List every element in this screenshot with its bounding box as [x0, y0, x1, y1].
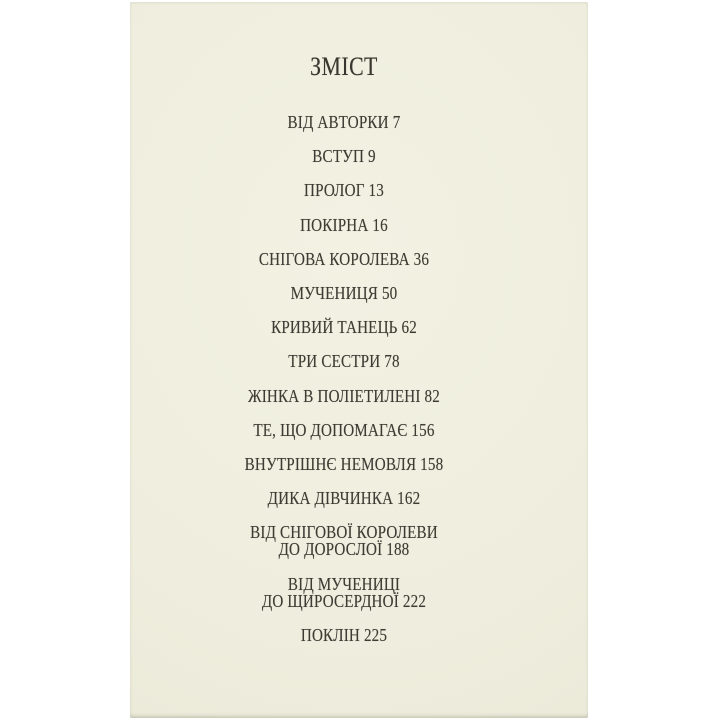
toc-entry-line: КРИВИЙ ТАНЕЦЬ 62: [271, 317, 417, 338]
toc-entry: [164, 248, 524, 269]
toc-entry-line: ВСТУП 9: [312, 146, 376, 167]
toc-entry: [164, 114, 524, 131]
toc-entry-line: ВІД СНІГОВОЇ КОРОЛЕВИ: [250, 522, 438, 543]
toc-entry-line: МУЧЕНИЦЯ 50: [290, 282, 398, 303]
toc-entry: [164, 385, 524, 406]
toc-entry: [164, 148, 524, 165]
toc-entry-line: ПРОЛОГ 13: [303, 180, 385, 201]
toc-entry-line: ПОКЛІН 225: [300, 624, 388, 645]
toc-entry-line: ВНУТРІШНЄ НЕМОВЛЯ 158: [244, 453, 444, 474]
toc-entry: [164, 453, 524, 474]
toc-entry: [164, 282, 524, 303]
toc-entry: [164, 624, 524, 645]
toc-entry-line: СНІГОВА КОРОЛЕВА 36: [258, 248, 430, 269]
toc-entry-list: [164, 114, 524, 644]
book-page: [130, 2, 588, 718]
toc-entry-line: ДИКА ДІВЧИНКА 162: [267, 488, 421, 509]
toc-entry-line: ЖІНКА В ПОЛІЕТИЛЕНІ 82: [248, 385, 440, 406]
toc-entry: [164, 524, 524, 558]
toc-entry: [164, 419, 524, 440]
toc-entry: [164, 490, 524, 507]
toc-entry: [164, 214, 524, 235]
toc-title: ЗМІСТ: [310, 52, 378, 81]
toc-entry-line: ВІД МУЧЕНИЦІ: [287, 573, 401, 594]
table-of-contents: [164, 54, 524, 661]
toc-entry-line: ТРИ СЕСТРИ 78: [288, 351, 400, 372]
toc-entry-line: ПОКІРНА 16: [300, 214, 388, 235]
toc-entry: [164, 319, 524, 336]
toc-entry-line: ДО ДОРОСЛОЇ 188: [278, 539, 410, 560]
toc-entry: [164, 573, 524, 611]
toc-entry: [164, 182, 524, 199]
toc-entry-line: ДО ЩИРОСЕРДНОЇ 222: [261, 590, 427, 611]
toc-entry-line: ТЕ, ЩО ДОПОМАГАЄ 156: [253, 419, 435, 440]
toc-entry-line: ВІД АВТОРКИ 7: [287, 112, 401, 132]
toc-entry: [164, 353, 524, 370]
